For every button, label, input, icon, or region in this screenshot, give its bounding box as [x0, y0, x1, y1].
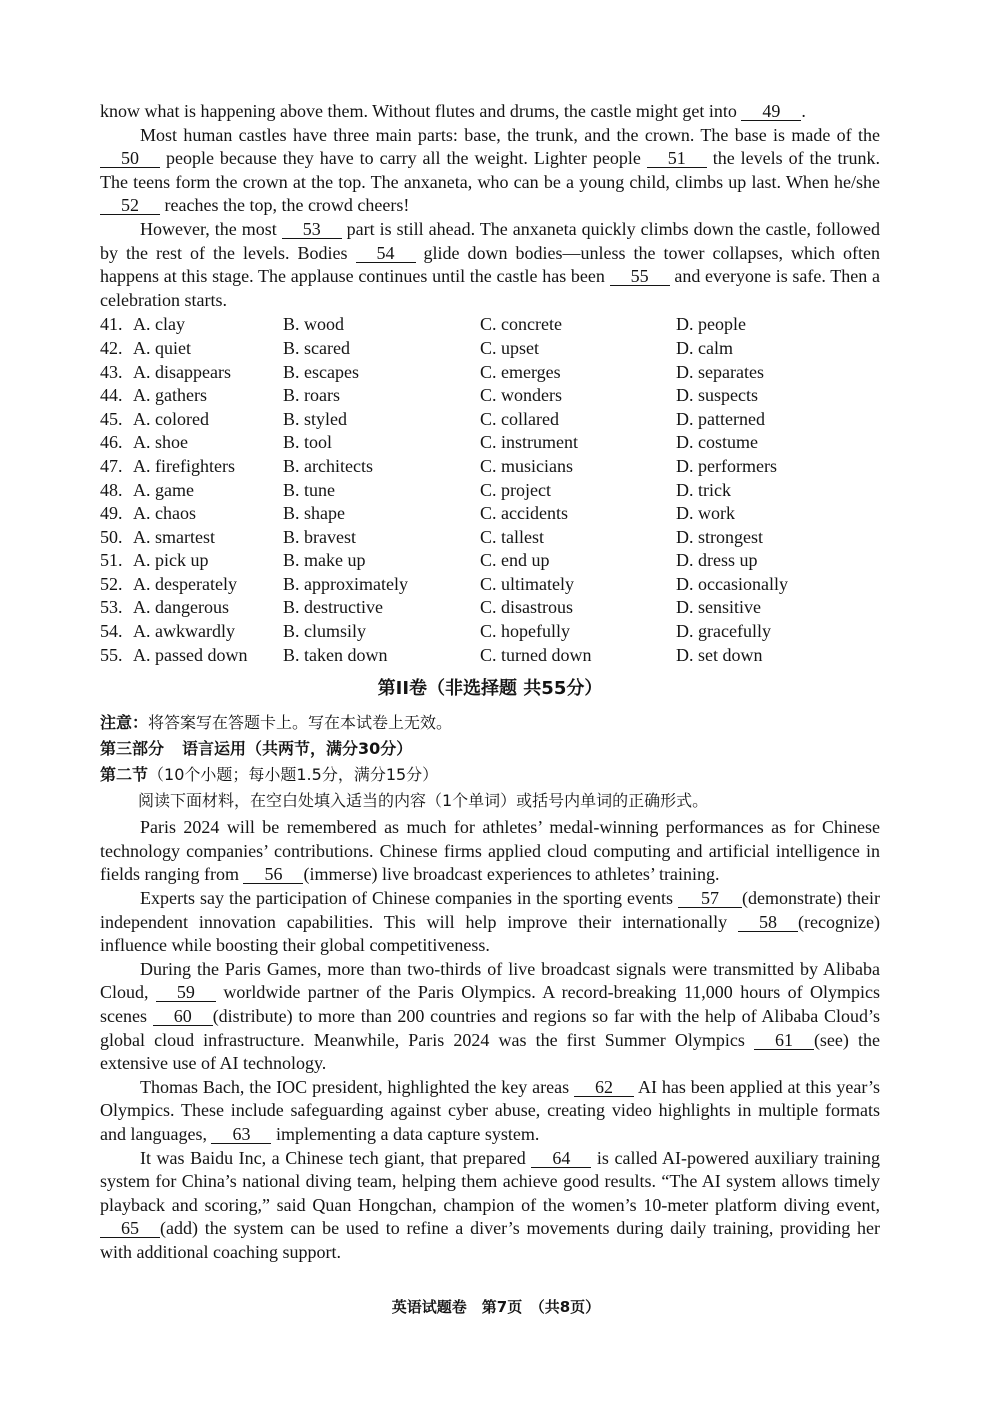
option-row	[100, 526, 880, 550]
passage-text: It was Baidu Inc, a Chinese tech giant, that prepared	[140, 1147, 532, 1168]
passage-text: Experts say the participation of Chinese companies in the sporting events	[140, 888, 679, 909]
option-row	[100, 384, 880, 408]
passage-paragraph	[100, 1147, 880, 1265]
question-number: 50.	[100, 526, 123, 547]
passage-paragraph	[100, 1076, 880, 1147]
option-c: C. musicians	[480, 455, 573, 476]
option-c: C. tallest	[480, 526, 544, 547]
passage-text: part is still ahead. The anxaneta quickly climbs down the castle, followed by the rest of the levels. Bodies	[100, 218, 880, 263]
option-a: A. desperately	[133, 573, 237, 594]
option-d: D. people	[676, 314, 746, 335]
question-number: 52.	[100, 573, 123, 594]
question-number: 54.	[100, 621, 123, 642]
option-c: C. upset	[480, 337, 540, 358]
passage-text: However, the most	[140, 218, 282, 239]
option-a: A. game	[133, 479, 194, 500]
blank-61: 61	[754, 1031, 814, 1050]
option-d: D. calm	[676, 337, 733, 358]
option-b: B. approximately	[283, 573, 408, 594]
option-d: D. sensitive	[676, 597, 761, 618]
question-number: 43.	[100, 361, 123, 382]
passage-text: (immerse) live broadcast experiences to athletes’ training.	[303, 864, 720, 885]
option-c: C. collared	[480, 408, 559, 429]
question-number: 44.	[100, 385, 123, 406]
passage-text: Thomas Bach, the IOC president, highlighted the key areas	[140, 1076, 575, 1097]
option-b: B. wood	[283, 314, 345, 335]
option-d: D. set down	[676, 644, 763, 665]
section-heading	[100, 762, 880, 788]
option-d: D. suspects	[676, 385, 758, 406]
page-footer: 英语试题卷 第7页 （共8页）	[391, 1298, 601, 1316]
question-number: 41.	[100, 314, 123, 335]
passage-text: worldwide partner of the Paris Olympics. A record-breaking 11,000 hours of Olympics scenes	[100, 982, 880, 1026]
passage-text: Paris 2024 will be remembered as much for athletes’ medal-winning performances as for Chinese technology companies’ contributions. Chinese firms applied cloud computing and artificial intelligence in fields ranging from	[100, 817, 880, 885]
passage-text: (see) the extensive use of AI technology.	[100, 1029, 880, 1074]
option-a: A. shoe	[133, 432, 188, 453]
option-d: D. work	[676, 503, 735, 524]
option-row	[100, 644, 880, 668]
passage-text: (add) the system can be used to refine a diver’s movements during daily training, providing her with additional coaching support.	[100, 1218, 880, 1262]
option-a: A. awkwardly	[133, 621, 235, 642]
blank-54: 54	[356, 244, 416, 263]
passage-text: and everyone is safe. Then a celebration starts.	[100, 266, 880, 310]
part-heading	[100, 736, 880, 762]
part-text: 语言运用（共两节，满分30分）	[182, 739, 413, 759]
exam-content	[100, 100, 880, 1265]
blank-56: 56	[243, 865, 303, 884]
option-b: B. scared	[283, 337, 350, 358]
option-b: B. shape	[283, 503, 345, 524]
passage-text: Most human castles have three main parts: base, the trunk, and the crown. The base is made of the	[140, 124, 880, 145]
passage-text: the levels of the trunk. The teens form the crown at the top. The anxaneta, who can be a young child, climbs up last. When he/she	[100, 148, 880, 192]
passage-text: glide down bodies—unless the tower collapses, which often happens at this stage. The applause continues until the castle has been	[100, 242, 880, 287]
option-a: A. colored	[133, 408, 209, 429]
option-d: D. dress up	[676, 550, 758, 571]
option-c: C. concrete	[480, 314, 562, 335]
question-number: 49.	[100, 503, 123, 524]
option-c: C. wonders	[480, 385, 562, 406]
blank-53: 53	[282, 220, 342, 239]
option-a: A. smartest	[133, 526, 215, 547]
option-row	[100, 549, 880, 573]
option-b: B. roars	[283, 385, 340, 406]
passage-text: AI has been applied at this year’s Olympics. These include safeguarding against cyber abuse, creating video highlights in multiple formats and languages,	[100, 1076, 880, 1144]
option-row	[100, 596, 880, 620]
passage-text: (demonstrate) their independent innovation capabilities. This will help improve their internationally	[100, 888, 880, 932]
option-row	[100, 313, 880, 337]
option-c: C. project	[480, 479, 551, 500]
option-c: C. emerges	[480, 361, 561, 382]
passage-text: is called AI-powered auxiliary training system for China’s national diving team, helping them achieve good results. “The AI system allows timely playback and scoring,” said Quan Hongchan, champion of the women’s 10-meter platform diving event,	[100, 1147, 881, 1215]
option-b: B. styled	[283, 408, 348, 429]
option-c: C. instrument	[480, 432, 578, 453]
option-b: B. architects	[283, 455, 373, 476]
option-c: C. disastrous	[480, 597, 574, 618]
option-row	[100, 455, 880, 479]
option-row	[100, 408, 880, 432]
option-a: A. clay	[133, 314, 185, 335]
option-c: C. turned down	[480, 644, 592, 665]
option-a: A. pick up	[133, 550, 209, 571]
passage-paragraph	[100, 958, 880, 1076]
question-number: 42.	[100, 337, 123, 358]
passage-text: (distribute) to more than 200 countries and regions so far with the help of Alibaba Cloud’s global cloud infrastructure. Meanwhile, Paris 2024 was the first Summer Olympics	[100, 1006, 881, 1050]
option-b: B. clumsily	[283, 621, 367, 642]
option-a: A. chaos	[133, 503, 196, 524]
option-d: D. occasionally	[676, 573, 788, 594]
passage-text: .	[801, 101, 806, 121]
option-row	[100, 479, 880, 503]
option-d: D. trick	[676, 479, 731, 500]
passage-text: implementing a data capture system.	[271, 1123, 540, 1144]
question-number: 51.	[100, 550, 123, 571]
blank-63: 63	[211, 1125, 271, 1144]
blank-57: 57	[678, 889, 742, 908]
passage-text: During the Paris Games, more than two-thirds of live broadcast signals were transmitted by Alibaba Cloud,	[100, 958, 880, 1003]
blank-60: 60	[153, 1007, 213, 1026]
blank-55: 55	[610, 267, 670, 286]
option-a: A. firefighters	[133, 455, 235, 476]
option-c: C. hopefully	[480, 621, 570, 642]
blank-58: 58	[738, 913, 798, 932]
answer-options-list	[100, 313, 880, 667]
option-d: D. strongest	[676, 526, 763, 547]
passage-paragraph	[100, 887, 880, 958]
option-b: B. bravest	[283, 526, 356, 547]
option-a: A. quiet	[133, 337, 191, 358]
blank-49: 49	[741, 102, 801, 121]
option-b: B. tune	[283, 479, 335, 500]
option-c: C. end up	[480, 550, 550, 571]
option-d: D. performers	[676, 455, 777, 476]
passage-paragraph	[100, 218, 880, 312]
option-a: A. disappears	[133, 361, 231, 382]
grammar-passage	[100, 816, 880, 1264]
question-number: 46.	[100, 432, 123, 453]
passage-text: know what is happening above them. Without flutes and drums, the castle might get into	[100, 101, 742, 121]
option-d: D. gracefully	[676, 621, 771, 642]
option-row	[100, 431, 880, 455]
blank-65: 65	[100, 1219, 160, 1238]
option-b: B. destructive	[283, 597, 383, 618]
option-b: B. tool	[283, 432, 333, 453]
blank-50: 50	[100, 149, 160, 168]
question-number: 47.	[100, 455, 123, 476]
instruction: 阅读下面材料，在空白处填入适当的内容（1个单词）或括号内单词的正确形式。	[138, 791, 709, 811]
blank-62: 62	[574, 1078, 634, 1097]
passage-paragraph	[100, 100, 880, 124]
question-number: 45.	[100, 408, 123, 429]
option-d: D. patterned	[676, 408, 765, 429]
option-d: D. separates	[676, 361, 764, 382]
option-row	[100, 502, 880, 526]
passage-paragraph	[100, 124, 880, 218]
question-number: 55.	[100, 644, 123, 665]
blank-51: 51	[647, 149, 707, 168]
option-a: A. gathers	[133, 385, 207, 406]
option-d: D. costume	[676, 432, 758, 453]
option-row	[100, 361, 880, 385]
option-c: C. ultimately	[480, 573, 574, 594]
question-number: 53.	[100, 597, 123, 618]
note-text: 将答案写在答题卡上。写在本试卷上无效。	[148, 713, 453, 733]
section-text: （10个小题；每小题1.5分，满分15分）	[148, 765, 439, 785]
passage-text: (recognize) influence while boosting their global competitiveness.	[100, 911, 880, 956]
section-label: 第二节	[100, 765, 149, 785]
blank-64: 64	[531, 1149, 591, 1168]
blank-59: 59	[156, 983, 216, 1002]
passage-text: reaches the top, the crowd cheers!	[160, 195, 410, 216]
option-b: B. taken down	[283, 644, 388, 665]
question-number: 48.	[100, 479, 123, 500]
part-label: 第三部分	[100, 739, 165, 759]
option-b: B. escapes	[283, 361, 359, 382]
option-a: A. dangerous	[133, 597, 229, 618]
option-b: B. make up	[283, 550, 366, 571]
option-row	[100, 620, 880, 644]
section-title: 第II卷（非选择题 共55分）	[377, 678, 603, 700]
option-c: C. accidents	[480, 503, 568, 524]
option-row	[100, 573, 880, 597]
passage-text: people because they have to carry all the weight. Lighter people	[160, 148, 647, 169]
option-row	[100, 337, 880, 361]
passage-paragraph	[100, 816, 880, 887]
blank-52: 52	[100, 196, 160, 215]
note-label: 注意：	[100, 713, 149, 733]
note-line	[100, 710, 880, 736]
option-a: A. passed down	[133, 644, 248, 665]
